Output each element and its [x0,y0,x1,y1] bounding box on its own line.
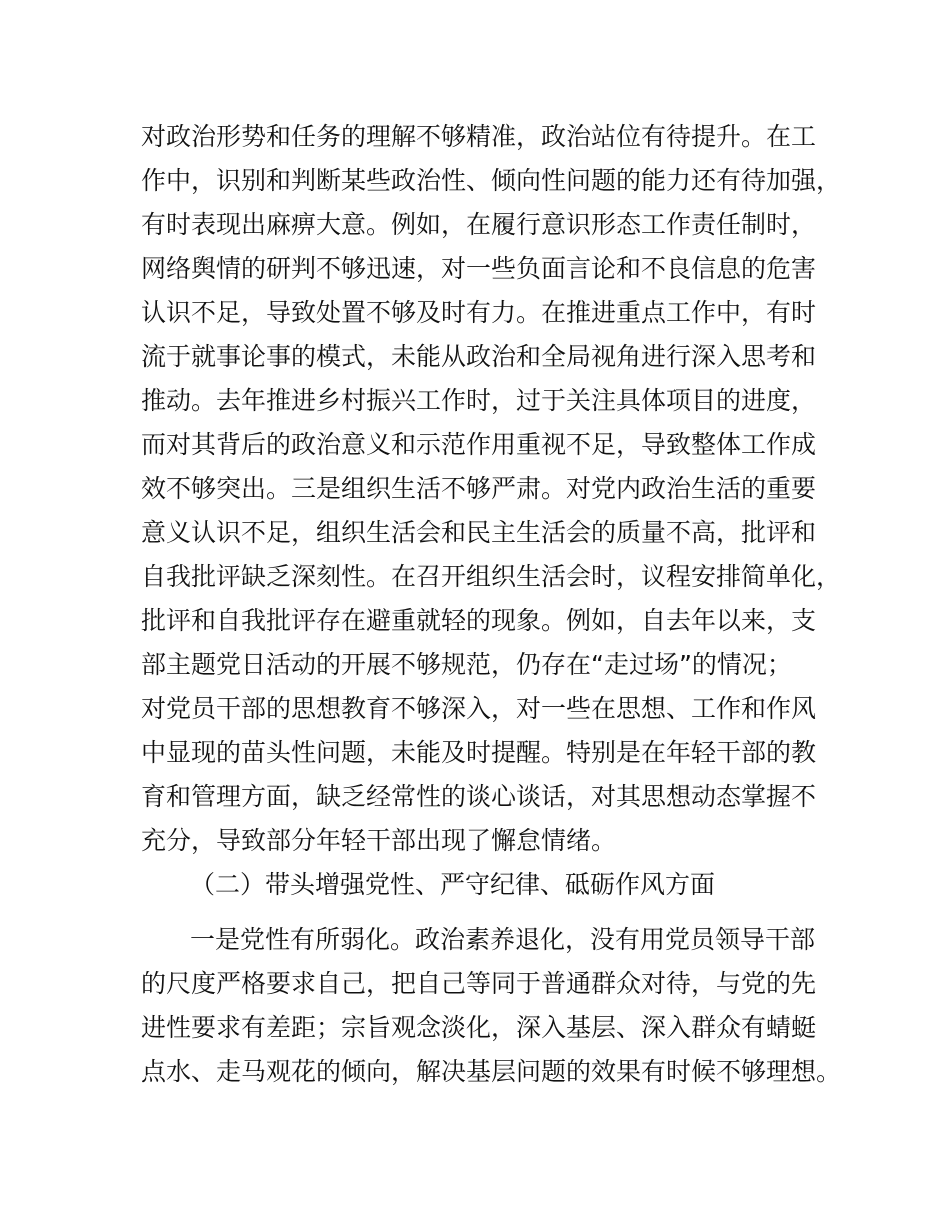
text-line: 一是党性有所弱化。政治素养退化，没有用党员领导干部 [190,925,816,954]
text-line: 部主题党日活动的开展不够规范，仍存在“走过场”的情况； [141,650,792,679]
text-line: 网络舆情的研判不够迅速，对一些负面言论和不良信息的危害 [141,254,817,283]
text-line: 育和管理方面，缺乏经常性的谈心谈话，对其思想动态掌握不 [141,782,817,811]
text-line: 进性要求有差距；宗旨观念淡化，深入基层、深入群众有蜻蜓 [141,1013,817,1042]
text-line: 流于就事论事的模式，未能从政治和全局视角进行深入思考和 [141,342,817,371]
section-heading: （二）带头增强党性、严守纪律、砥砺作风方面 [190,870,716,899]
text-line: 而对其背后的政治意义和示范作用重视不足，导致整体工作成 [141,430,817,459]
text-line: 作中，识别和判断某些政治性、倾向性问题的能力还有待加强， [141,166,842,195]
text-line: 的尺度严格要求自己，把自己等同于普通群众对待，与党的先 [141,969,817,998]
text-line: 意义认识不足，组织生活会和民主生活会的质量不高，批评和 [141,518,817,547]
text-line: 点水、走马观花的倾向，解决基层问题的效果有时候不够理想。 [141,1057,842,1086]
text-line: 对政治形势和任务的理解不够精准，政治站位有待提升。在工 [141,122,817,151]
text-line: 效不够突出。三是组织生活不够严肃。对党内政治生活的重要 [141,474,817,503]
text-line: 有时表现出麻痹大意。例如，在履行意识形态工作责任制时， [141,210,817,239]
text-line: 中显现的苗头性问题，未能及时提醒。特别是在年轻干部的教 [141,738,817,767]
text-line: 认识不足，导致处置不够及时有力。在推进重点工作中，有时 [141,298,817,327]
text-line: 批评和自我批评存在避重就轻的现象。例如，自去年以来，支 [141,606,817,635]
text-line: 自我批评缺乏深刻性。在召开组织生活会时，议程安排简单化， [141,562,842,591]
text-line: 对党员干部的思想教育不够深入，对一些在思想、工作和作风 [141,694,817,723]
text-line: 充分，导致部分年轻干部出现了懈怠情绪。 [141,826,617,855]
text-line: 推动。去年推进乡村振兴工作时，过于关注具体项目的进度， [141,386,817,415]
